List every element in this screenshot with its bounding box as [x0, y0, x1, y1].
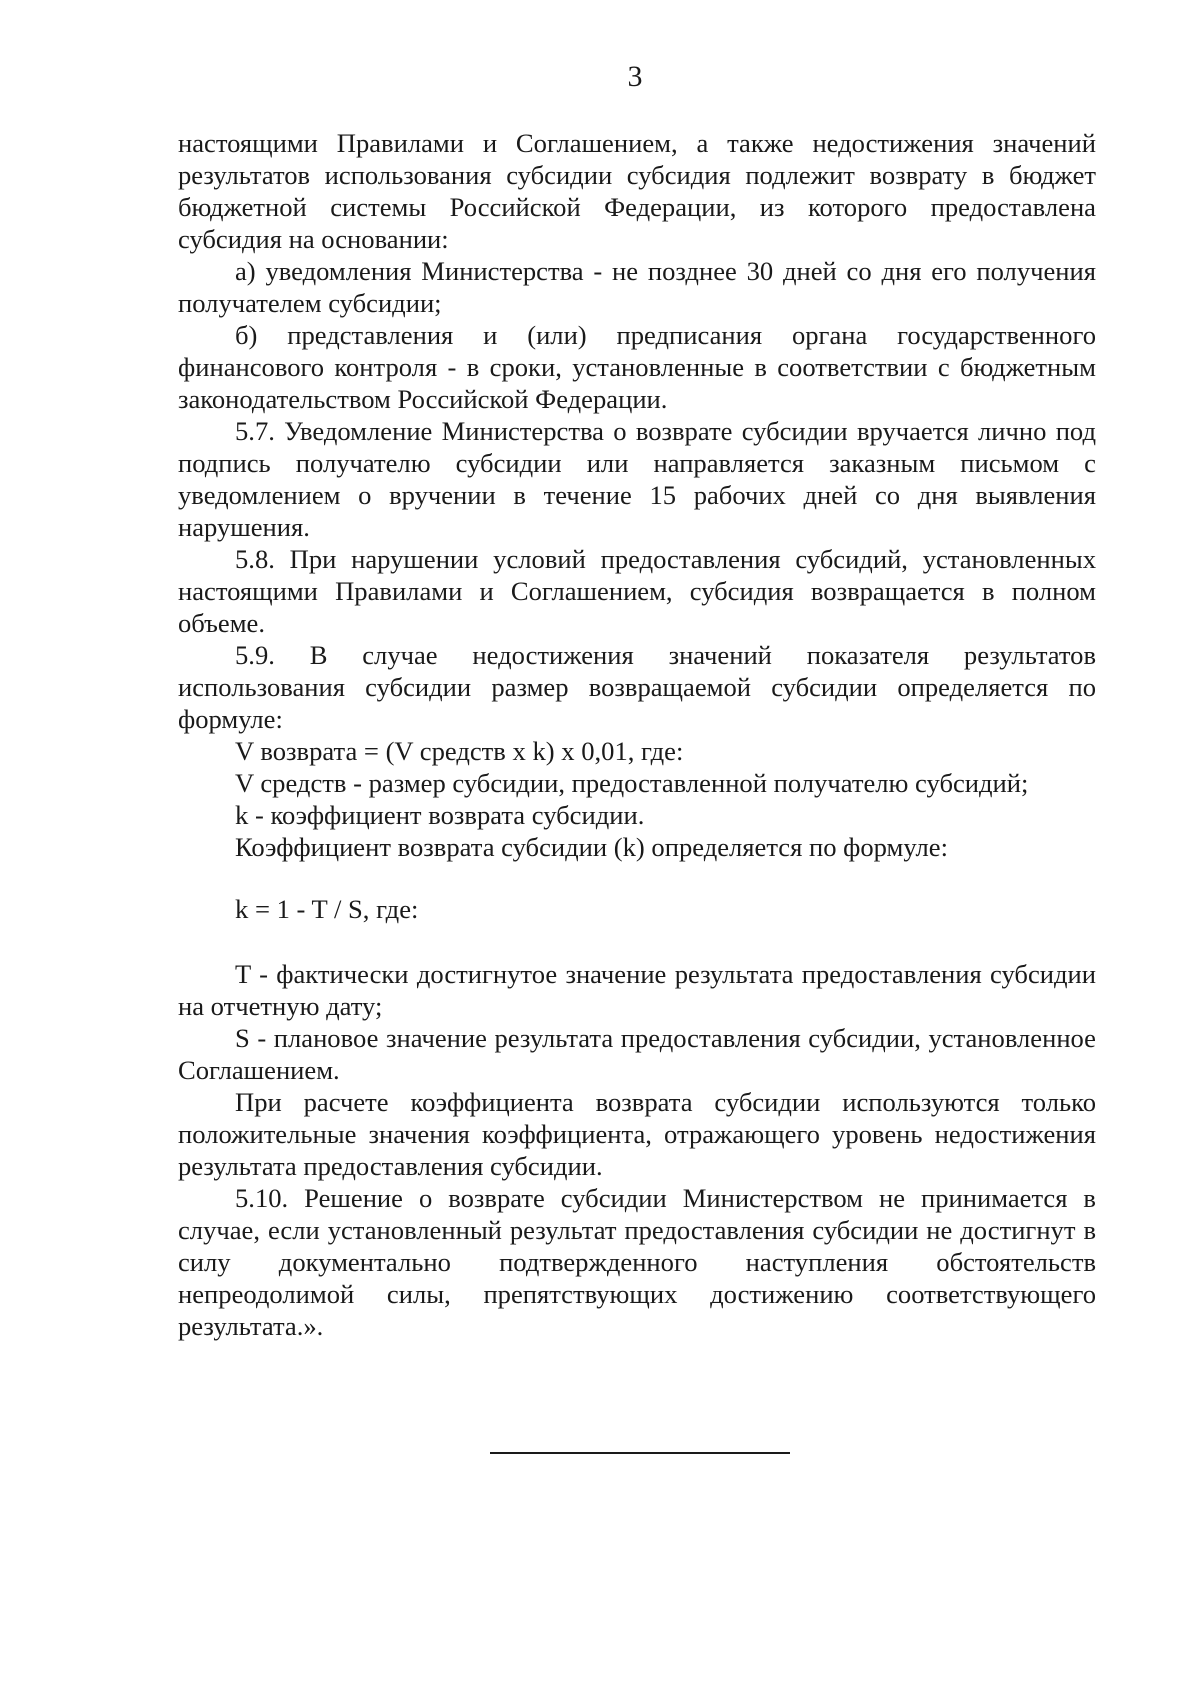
paragraph-5-9: 5.9. В случае недостижения значений показателя результатов использования субсидии размер возвращаемой субсидии определяется по формуле:: [178, 640, 1096, 734]
definition-t: T - фактически достигнутое значение результата предоставления субсидии на отчетную дату;: [178, 959, 1096, 1021]
paragraph-positive-values: При расчете коэффициента возврата субсидии используются только положительные значения коэффициента, отражающего уровень недостижения результата предоставления субсидии.: [178, 1087, 1096, 1181]
page-number: 3: [627, 60, 643, 93]
paragraph-5-7: 5.7. Уведомление Министерства о возврате субсидии вручается лично под подпись получателю субсидии или направляется заказным письмом с уведомлением о вручении в течение 15 рабочих дней со дня выявления нарушения.: [178, 416, 1096, 542]
paragraph-5-8: 5.8. При нарушении условий предоставления субсидий, установленных настоящими Правилами и Соглашением, субсидия возвращается в полном объеме.: [178, 544, 1096, 638]
paragraph-5-10: 5.10. Решение о возврате субсидии Министерством не принимается в случае, если установленный результат предоставления субсидии не достигнут в силу документально подтвержденного наступления обстоятельств непреодолимой силы, препятствующих достижению соответствующего результата.».: [178, 1183, 1096, 1341]
definition-s: S - плановое значение результата предоставления субсидии, установленное Соглашением.: [178, 1023, 1096, 1085]
paragraph-continuation: настоящими Правилами и Соглашением, а также недостижения значений результатов использования субсидии субсидия подлежит возврату в бюджет бюджетной системы Российской Федерации, из которого предоставлена субсидия на основании:: [178, 128, 1096, 254]
formula-return-amount: V возврата = (V средств x k) x 0,01, где:: [235, 736, 684, 766]
paragraph-item-b: б) представления и (или) предписания органа государственного финансового контроля - в сроки, установленные в соответствии с бюджетным законодательством Российской Федерации.: [178, 320, 1096, 414]
coefficient-intro: Коэффициент возврата субсидии (k) определяется по формуле:: [235, 832, 948, 862]
definition-v-funds: V средств - размер субсидии, предоставленной получателю субсидий;: [235, 768, 1029, 798]
end-rule-divider: [490, 1452, 790, 1454]
formula-coefficient: k = 1 - T / S, где:: [235, 894, 419, 924]
paragraph-item-a: а) уведомления Министерства - не позднее 30 дней со дня его получения получателем субсидии;: [178, 256, 1096, 318]
definition-k: k - коэффициент возврата субсидии.: [235, 800, 645, 830]
document-body: [178, 127, 1096, 1342]
